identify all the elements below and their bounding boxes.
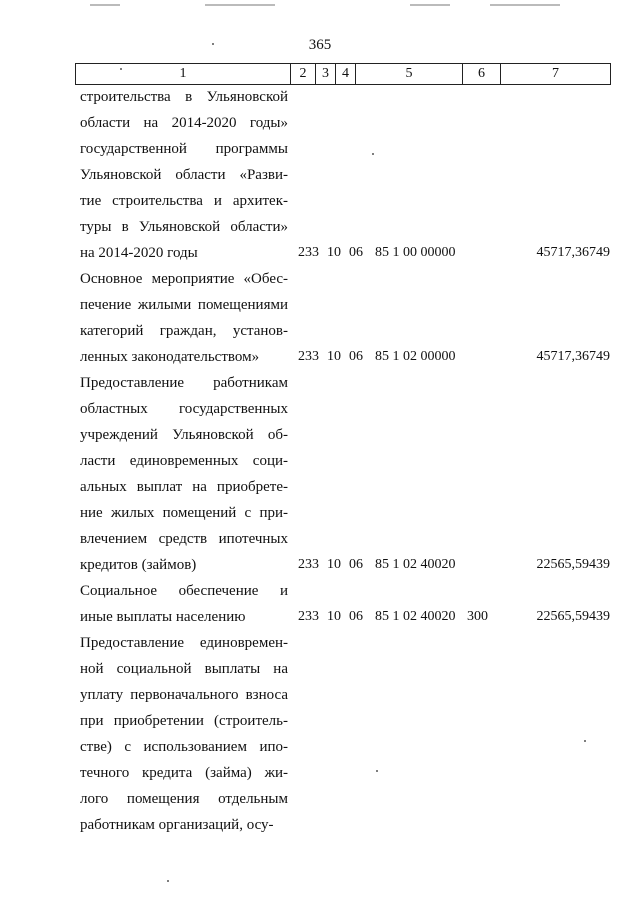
description-line: Предоставление работникам xyxy=(80,375,288,391)
code-c3: 10 xyxy=(327,609,341,624)
description-line: категорий граждан, установ- xyxy=(80,323,288,339)
row-amount: 45717,36749 xyxy=(536,245,610,260)
scan-artifact xyxy=(205,4,275,6)
row-amount: 22565,59439 xyxy=(536,557,610,572)
row-description xyxy=(80,578,288,630)
code-c3: 10 xyxy=(327,557,341,572)
description-line: Предоставление единовремен- xyxy=(80,635,288,651)
speck xyxy=(372,153,374,155)
code-c3: 10 xyxy=(327,349,341,364)
code-c2: 233 xyxy=(298,609,319,624)
row-description xyxy=(80,84,288,266)
code-c4: 06 xyxy=(349,557,363,572)
description-line: тие строительства и архитек- xyxy=(80,193,288,209)
code-c2: 233 xyxy=(298,245,319,260)
description-line: ласти единовременных соци- xyxy=(80,453,288,469)
table-header xyxy=(75,63,611,85)
description-line: иные выплаты населению xyxy=(80,609,246,625)
speck xyxy=(120,68,122,70)
description-line: учреждений Ульяновской об- xyxy=(80,427,288,443)
code-c6: 300 xyxy=(467,609,488,624)
header-col-5: 5 xyxy=(356,64,463,84)
header-col-2: 2 xyxy=(291,64,316,84)
description-line: государственной программы xyxy=(80,141,288,157)
row-description xyxy=(80,630,288,838)
code-c4: 06 xyxy=(349,245,363,260)
code-c5: 85 1 02 40020 xyxy=(375,557,456,572)
description-line: при приобретении (строитель- xyxy=(80,713,288,729)
code-c5: 85 1 00 00000 xyxy=(375,245,456,260)
description-line: на 2014-2020 годы xyxy=(80,245,198,261)
description-line: течного кредита (займа) жи- xyxy=(80,765,288,781)
header-col-7: 7 xyxy=(501,64,611,84)
description-line: ленных законодательством» xyxy=(80,349,260,365)
speck xyxy=(212,43,214,45)
description-line: Социальное обеспечение и xyxy=(80,583,288,599)
code-c4: 06 xyxy=(349,609,363,624)
row-amount: 22565,59439 xyxy=(536,609,610,624)
header-col-4: 4 xyxy=(336,64,356,84)
row-amount: 45717,36749 xyxy=(536,349,610,364)
scan-artifact xyxy=(490,4,560,6)
description-line: кредитов (займов) xyxy=(80,557,197,573)
speck xyxy=(167,880,169,882)
header-col-6: 6 xyxy=(463,64,501,84)
description-line: строительства в Ульяновской xyxy=(80,89,288,105)
code-c4: 06 xyxy=(349,349,363,364)
description-line: уплату первоначального взноса xyxy=(80,687,288,703)
scan-artifact xyxy=(90,4,120,6)
description-line: Основное мероприятие «Обес- xyxy=(80,271,288,287)
code-c2: 233 xyxy=(298,557,319,572)
row-description xyxy=(80,266,288,370)
header-col-1: 1 xyxy=(76,64,291,84)
row-description xyxy=(80,370,288,578)
code-c5: 85 1 02 40020 xyxy=(375,609,456,624)
code-c3: 10 xyxy=(327,245,341,260)
description-line: влечением средств ипотечных xyxy=(80,531,288,547)
speck xyxy=(376,770,378,772)
speck xyxy=(584,740,586,742)
description-line: ной социальной выплаты на xyxy=(80,661,288,677)
description-line: ние жилых помещений с при- xyxy=(80,505,288,521)
description-line: альных выплат на приобрете- xyxy=(80,479,288,495)
description-line: лого помещения отдельным xyxy=(80,791,288,807)
description-line: областных государственных xyxy=(80,401,288,417)
code-c2: 233 xyxy=(298,349,319,364)
header-col-3: 3 xyxy=(316,64,336,84)
description-line: работникам организаций, осу- xyxy=(80,817,274,833)
description-line: Ульяновской области «Разви- xyxy=(80,167,288,183)
description-line: туры в Ульяновской области» xyxy=(80,219,288,235)
description-line: печение жилыми помещениями xyxy=(80,297,288,313)
code-c5: 85 1 02 00000 xyxy=(375,349,456,364)
page-number: 365 xyxy=(308,37,332,53)
scan-artifact xyxy=(410,4,450,6)
description-line: области на 2014-2020 годы» xyxy=(80,115,288,131)
description-line: стве) с использованием ипо- xyxy=(80,739,288,755)
